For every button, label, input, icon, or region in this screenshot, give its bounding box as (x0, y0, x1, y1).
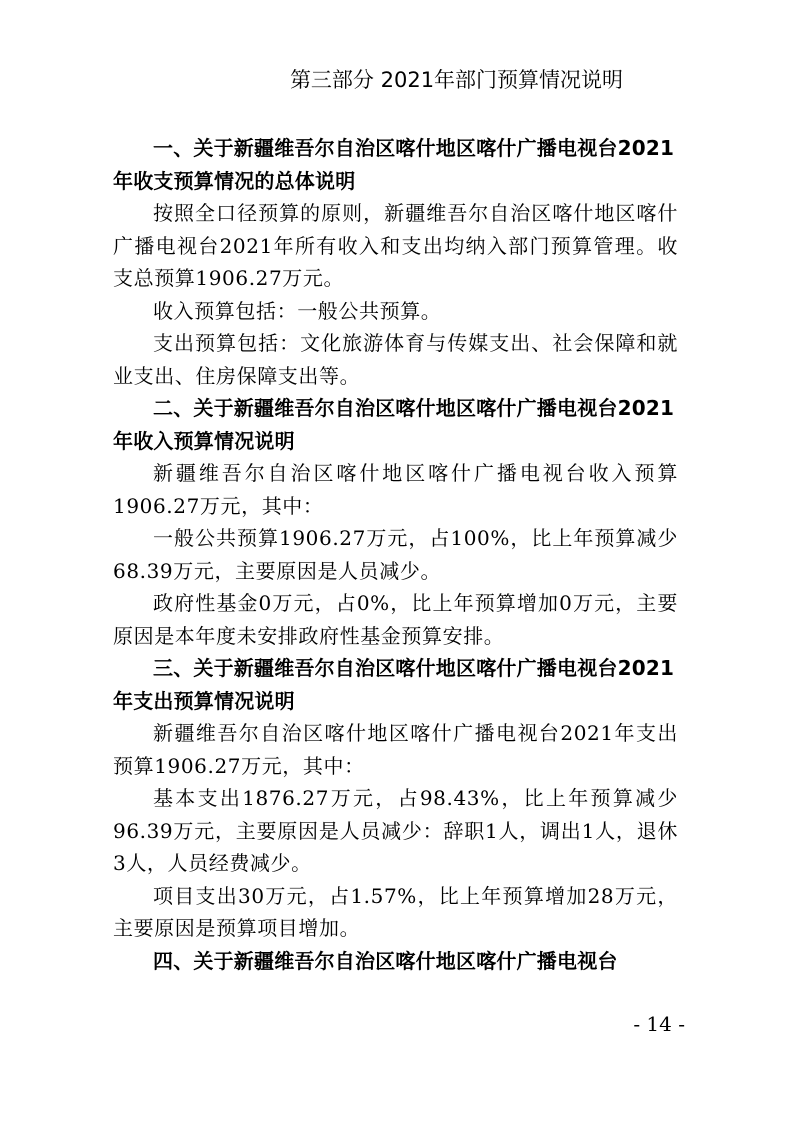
section-1-paragraph-1: 按照全口径预算的原则，新疆维吾尔自治区喀什地区喀什广播电视台2021年所有收入和支出均纳入部门预算管理。收支总预算1906.27万元。 (113, 201, 678, 290)
section-2-paragraph-1: 新疆维吾尔自治区喀什地区喀什广播电视台收入预算1906.27万元，其中： (113, 461, 678, 518)
section-3-paragraph-2: 基本支出1876.27万元，占98.43%，比上年预算减少96.39万元，主要原因是人员减少：辞职1人，调出1人，退休3人，人员经费减少。 (113, 786, 678, 875)
section-1-paragraph-3: 支出预算包括：文化旅游体育与传媒支出、社会保障和就业支出、住房保障支出等。 (113, 331, 678, 388)
section-2-paragraph-2: 一般公共预算1906.27万元，占100%，比上年预算减少68.39万元，主要原因是人员减少。 (113, 526, 678, 583)
page-number: - 14 - (633, 1012, 685, 1036)
section-1-paragraph-2: 收入预算包括：一般公共预算。 (153, 298, 442, 323)
section-2-heading: 二、关于新疆维吾尔自治区喀什地区喀什广播电视台2021年收入预算情况说明 (113, 396, 675, 453)
page-title: 第三部分 2021年部门预算情况说明 (289, 68, 624, 92)
document-body (113, 132, 678, 977)
section-3-heading: 三、关于新疆维吾尔自治区喀什地区喀什广播电视台2021年支出预算情况说明 (113, 656, 675, 713)
section-2-paragraph-3: 政府性基金0万元，占0%，比上年预算增加0万元，主要原因是本年度未安排政府性基金预算安排。 (113, 591, 678, 648)
section-3-paragraph-3: 项目支出30万元，占1.57%，比上年预算增加28万元，主要原因是预算项目增加。 (113, 883, 678, 940)
section-1-heading: 一、关于新疆维吾尔自治区喀什地区喀什广播电视台2021年收支预算情况的总体说明 (113, 136, 675, 193)
section-4-heading: 四、关于新疆维吾尔自治区喀什地区喀什广播电视台 (153, 948, 618, 973)
section-3-paragraph-1: 新疆维吾尔自治区喀什地区喀什广播电视台2021年支出预算1906.27万元，其中： (113, 721, 678, 778)
